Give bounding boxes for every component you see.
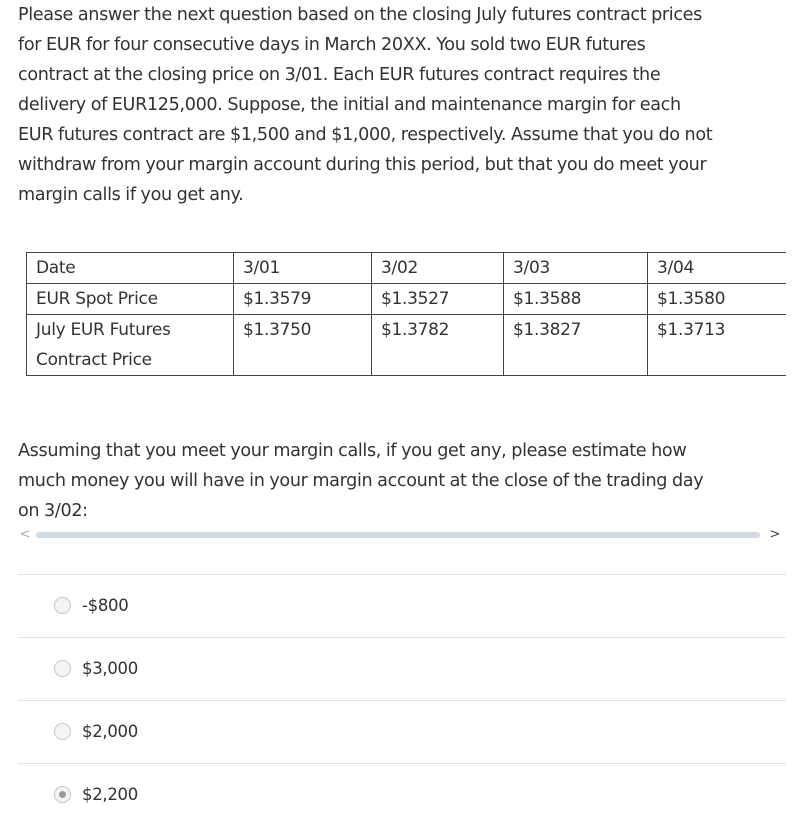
table-row <box>27 284 787 315</box>
answer-label[interactable]: -$800 <box>82 596 129 615</box>
price-table <box>26 252 786 376</box>
question-line: delivery of EUR125,000. Suppose, the initial and maintenance margin for each <box>18 95 681 115</box>
horizontal-scrollbar[interactable] <box>18 526 786 544</box>
table-cell: $1.3527 <box>372 284 504 315</box>
table-cell: $1.3782 <box>372 315 504 376</box>
table-cell: 3/04 <box>648 253 787 284</box>
question-line: EUR futures contract are $1,500 and $1,000, respectively. Assume that you do not <box>18 125 713 145</box>
table-cell: $1.3713 <box>648 315 787 376</box>
answer-option[interactable] <box>18 574 786 637</box>
scrollbar-thumb[interactable] <box>36 532 760 538</box>
question-text <box>18 0 798 210</box>
scroll-right-icon[interactable]: > <box>769 527 781 542</box>
question-line: margin calls if you get any. <box>18 185 244 205</box>
table-cell: EUR Spot Price <box>27 284 234 315</box>
table-cell: $1.3750 <box>234 315 372 376</box>
prompt-line: Assuming that you meet your margin calls, if you get any, please estimate how <box>18 441 687 461</box>
question-line: contract at the closing price on 3/01. Each EUR futures contract requires the <box>18 65 661 85</box>
prompt-line: on 3/02: <box>18 501 88 521</box>
answer-label[interactable]: $2,200 <box>82 785 138 804</box>
answer-label[interactable]: $2,000 <box>82 722 138 741</box>
radio-button[interactable] <box>54 660 71 677</box>
table-cell: July EUR Futures Contract Price <box>27 315 234 376</box>
answer-choices <box>18 574 786 826</box>
question-prompt <box>18 436 798 526</box>
table-cell: 3/03 <box>504 253 648 284</box>
prompt-line: much money you will have in your margin account at the close of the trading day <box>18 471 704 491</box>
question-line: for EUR for four consecutive days in March 20XX. You sold two EUR futures <box>18 35 646 55</box>
radio-button[interactable] <box>54 723 71 740</box>
table-cell: $1.3588 <box>504 284 648 315</box>
table-cell: 3/02 <box>372 253 504 284</box>
question-line: withdraw from your margin account during this period, but that you do meet your <box>18 155 707 175</box>
table-cell: $1.3580 <box>648 284 787 315</box>
table-cell: Date <box>27 253 234 284</box>
answer-option[interactable] <box>18 637 786 700</box>
table-row <box>27 315 787 376</box>
table-cell: $1.3827 <box>504 315 648 376</box>
radio-button[interactable] <box>54 786 71 803</box>
radio-button[interactable] <box>54 597 71 614</box>
scroll-left-icon[interactable]: < <box>19 527 31 542</box>
answer-option[interactable] <box>18 763 786 826</box>
table-header-row <box>27 253 787 284</box>
question-line: Please answer the next question based on the closing July futures contract prices <box>18 5 702 25</box>
answer-label[interactable]: $3,000 <box>82 659 138 678</box>
table-cell: 3/01 <box>234 253 372 284</box>
answer-option[interactable] <box>18 700 786 763</box>
table-cell: $1.3579 <box>234 284 372 315</box>
